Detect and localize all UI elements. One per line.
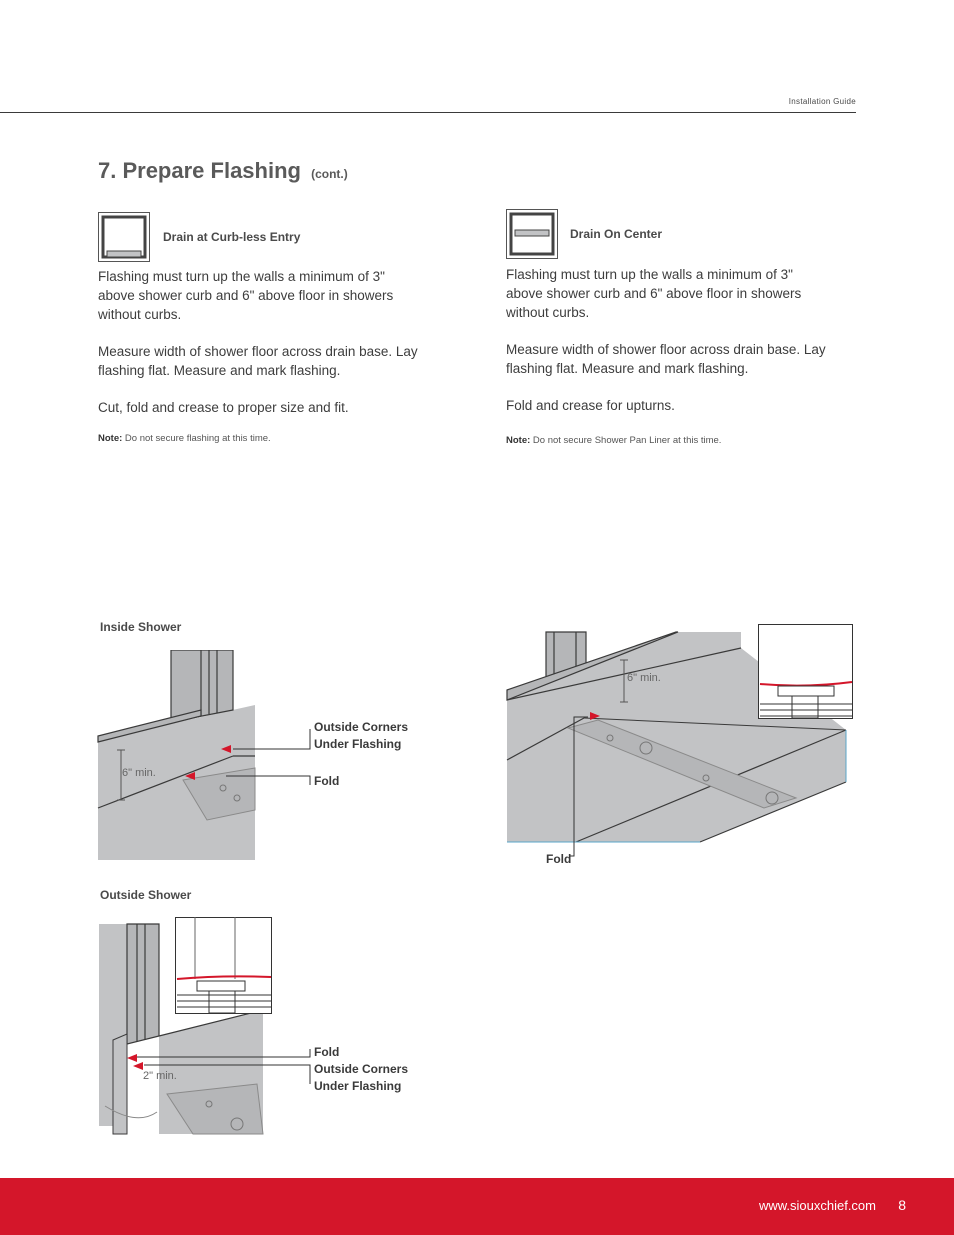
outside-callout-fold: Fold [314, 1045, 340, 1059]
right-note-text: Do not secure Shower Pan Liner at this time. [532, 435, 722, 446]
center-drain-icon [506, 209, 558, 259]
outside-callout [314, 1044, 408, 1095]
inside-callout-corners [314, 719, 408, 753]
left-note-label: Note: [98, 433, 123, 444]
left-note [98, 433, 418, 444]
outside-dimension-2in: 2" min. [143, 1070, 177, 1082]
left-para-1: Flashing must turn up the walls a minimum of 3" above shower curb and 6" above floor in showers without curbs. [98, 269, 394, 322]
inside-callout-corners-line1: Outside Corners [314, 720, 409, 734]
right-para-3: Fold and crease for upturns. [506, 398, 675, 413]
center-leader-lines [568, 712, 598, 862]
left-para-2: Measure width of shower floor across drain base. Lay flashing flat. Measure and mark flashing. [98, 344, 418, 378]
curbless-drain-icon [98, 212, 150, 262]
center-dimension-6in: 6" min. [627, 672, 661, 684]
right-note-label: Note: [506, 435, 531, 446]
inside-callout-corners-line2: Under Flashing [314, 737, 402, 751]
guide-label: Installation Guide [788, 97, 856, 106]
footer-url-link[interactable]: www.siouxchief.com [758, 1198, 876, 1213]
outside-callout-corners-line2: Under Flashing [314, 1079, 402, 1093]
outside-leader-lines [136, 1048, 316, 1088]
inside-leader-lines [226, 728, 316, 798]
inside-shower-label: Inside Shower [100, 620, 182, 634]
outside-callout-corners-line1: Outside Corners [314, 1062, 409, 1076]
page-title [98, 158, 348, 184]
left-note-text: Do not secure flashing at this time. [124, 433, 271, 444]
left-column-text [98, 267, 418, 444]
center-callout-fold: Fold [546, 852, 572, 866]
title-main: 7. Prepare Flashing [98, 158, 301, 183]
outside-inset-detail [175, 917, 273, 1015]
page-number: 8 [898, 1197, 906, 1213]
curbless-heading: Drain at Curb-less Entry [163, 230, 301, 244]
left-para-3: Cut, fold and crease to proper size and fit. [98, 400, 349, 415]
center-heading: Drain On Center [570, 227, 663, 241]
inside-dimension-6in: 6" min. [122, 767, 156, 779]
right-para-2: Measure width of shower floor across drain base. Lay flashing flat. Measure and mark flashing. [506, 342, 826, 376]
inside-callout-fold: Fold [314, 774, 340, 788]
center-inset-detail [758, 624, 854, 720]
right-column-text [506, 265, 826, 446]
footer-bar [0, 1178, 954, 1235]
outside-shower-label: Outside Shower [100, 888, 192, 902]
title-suffix: (cont.) [311, 167, 348, 181]
right-note [506, 435, 826, 446]
right-para-1: Flashing must turn up the walls a minimum of 3" above shower curb and 6" above floor in showers without curbs. [506, 267, 802, 320]
header-rule [0, 112, 856, 113]
